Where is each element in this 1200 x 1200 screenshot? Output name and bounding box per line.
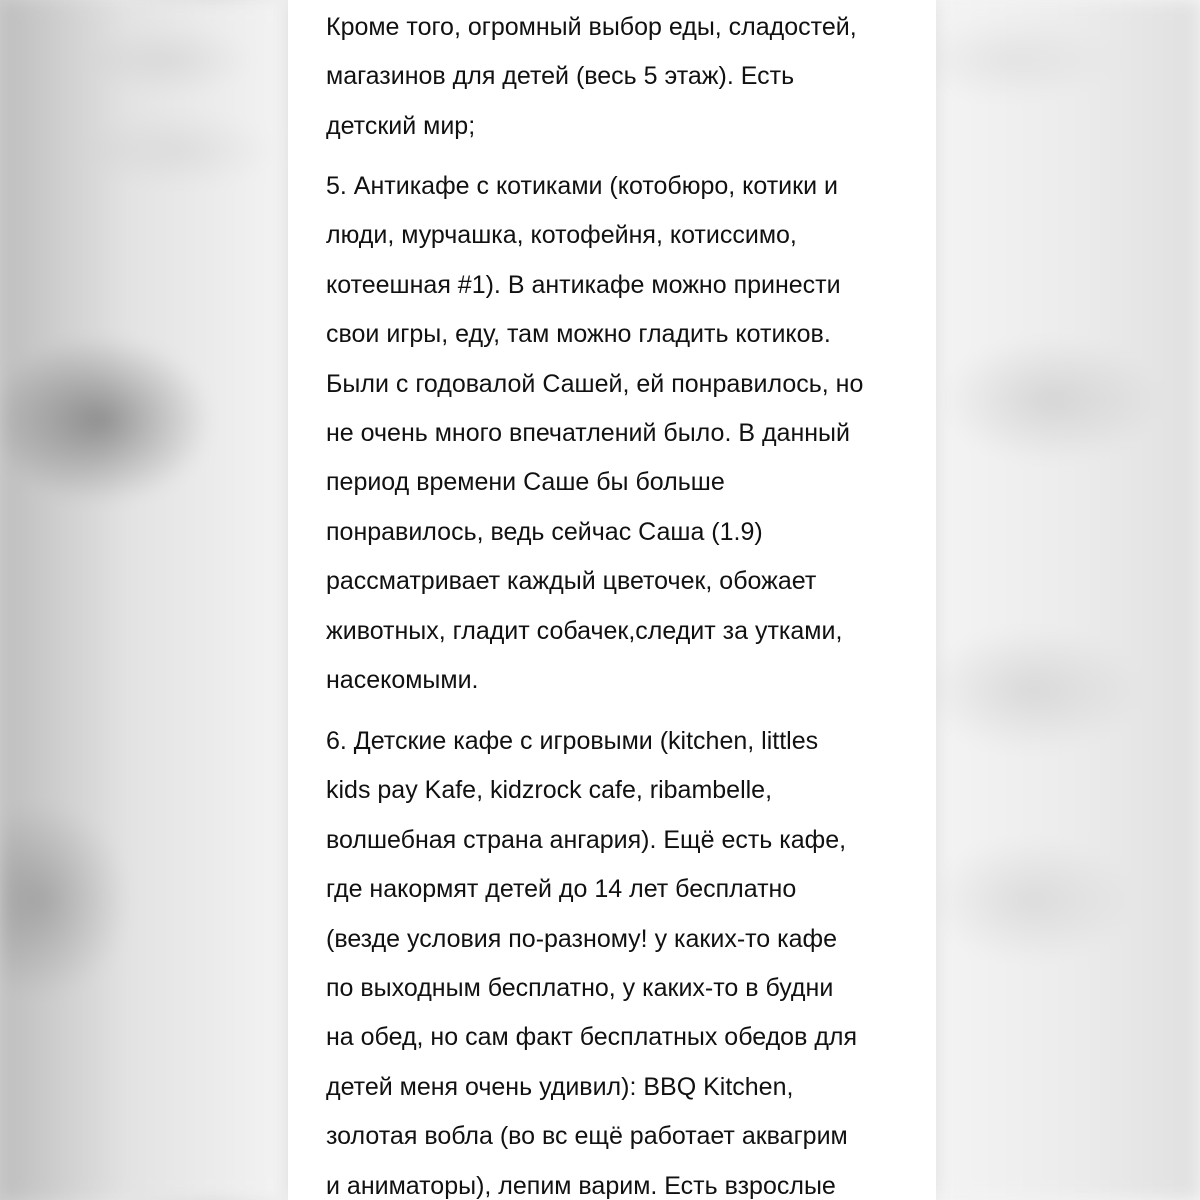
text-line: Были с годовалой Сашей, ей понравилось, но (326, 369, 864, 398)
text-line: золотая вобла (во вс ещё работает аквагрим (326, 1122, 848, 1151)
text-line: свои игры, еду, там можно гладить котиков. (326, 320, 831, 349)
text-line: волшебная страна ангария). Ещё есть кафе, (326, 825, 847, 854)
text-page (288, 0, 936, 1200)
text-line: детей меня очень удивил): BBQ Kitchen, (326, 1072, 794, 1101)
text-line: kids pay Kafe, kidzrock cafe, ribambelle, (326, 776, 773, 805)
text-line: 6. Детские кафе с игровыми (kitchen, littles (326, 727, 819, 755)
paragraph-shopping (326, 3, 926, 151)
text-line: насекомыми. (326, 666, 479, 695)
text-line: по выходным бесплатно, у каких-то в будни (326, 974, 834, 1003)
text-line: люди, мурчашка, котофейня, котиссимо, (326, 221, 797, 250)
text-line: не очень много впечатлений было. В данный (326, 419, 850, 448)
text-line: животных, гладит собачек,следит за утками, (326, 616, 843, 645)
text-line: котеешная #1). В антикафе можно принести (326, 270, 841, 299)
blurred-background-left (0, 0, 290, 1200)
text-line: рассматривает каждый цветочек, обожает (326, 567, 817, 596)
text-line: детский мир; (326, 111, 476, 140)
text-line: на обед, но сам факт бесплатных обедов для (326, 1023, 858, 1052)
text-line: 5. Антикафе с котиками (котобюро, котики и (326, 172, 838, 200)
text-line: период времени Саше бы больше (326, 468, 725, 497)
text-line: понравилось, ведь сейчас Саша (1.9) (326, 517, 763, 546)
text-line: Кроме того, огромный выбор еды, сладостей, (326, 13, 857, 41)
text-line: и аниматоры), лепим варим. Есть взрослые (326, 1171, 836, 1200)
paragraph-kids-cafe (326, 717, 926, 1200)
text-line: магазинов для детей (весь 5 этаж). Есть (326, 62, 795, 91)
text-line: (везде условия по-разному! у каких-то кафе (326, 924, 838, 953)
blurred-background-right (910, 0, 1200, 1200)
paragraph-cat-cafe (326, 162, 926, 705)
text-line: где накормят детей до 14 лет бесплатно (326, 875, 797, 904)
